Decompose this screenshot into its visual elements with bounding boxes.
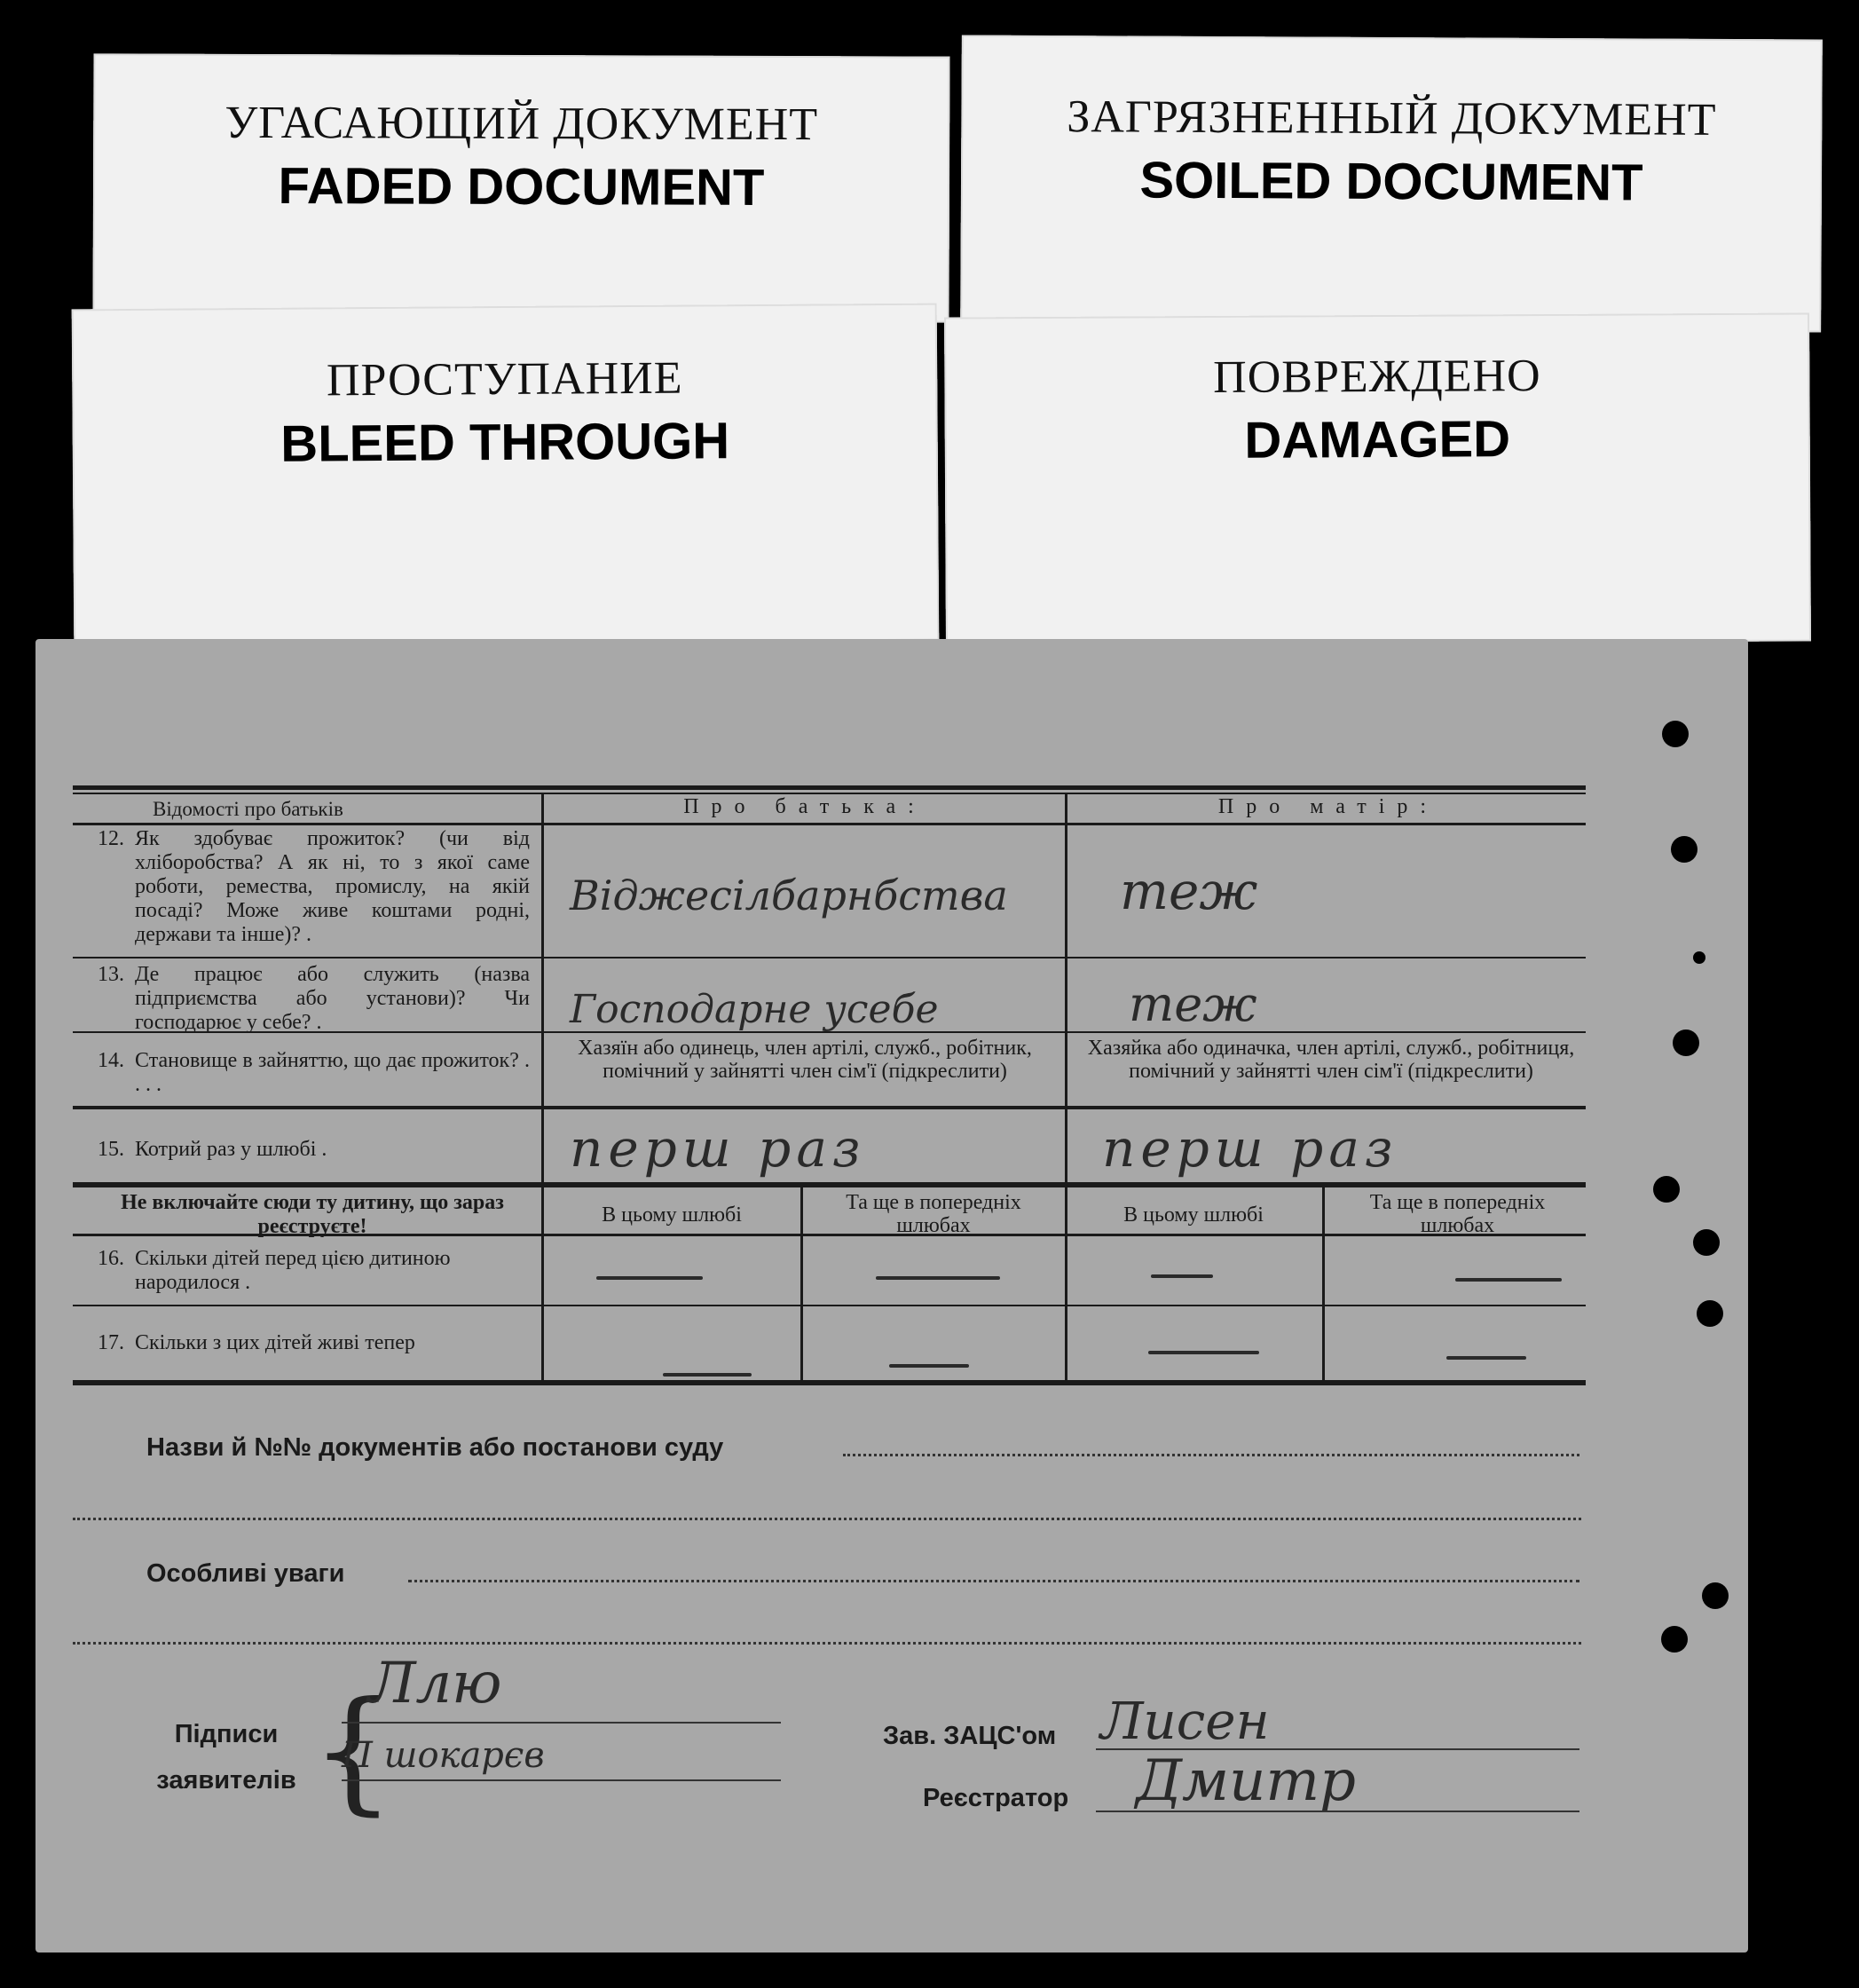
punch-hole (1693, 1229, 1720, 1256)
damaged-card (944, 312, 1811, 645)
mother-previous-marriages: Та ще в попередніх шлюбах (1369, 1191, 1546, 1237)
head-signature: Лисен (1100, 1691, 1270, 1751)
q12-mother-answer: теж (1120, 861, 1258, 921)
soiled-document-card (960, 35, 1823, 332)
punch-hole (1653, 1176, 1680, 1203)
q14-mother-options: Хазяйка або одиначка, член артілі, служб., робітниця, помічний у зайнятті член сім'ї (підкреслити) (1087, 1037, 1575, 1083)
punch-hole (1697, 1300, 1723, 1327)
punch-hole (1764, 1720, 1776, 1732)
punch-hole (1764, 1074, 1776, 1086)
q13-text: Де працює або служить (назва підприємства або установи)? Чи господарює у себе? . (135, 963, 530, 1034)
q17-father-prev-dash (889, 1364, 969, 1368)
q13-mother-answer: теж (1129, 976, 1257, 1032)
q12-number: 12. (98, 827, 124, 850)
remarks-line (408, 1580, 1579, 1582)
q16-text: Скільки дітей перед цією дитиною народилося . (135, 1247, 451, 1294)
signatures-label: Підписи заявителів (156, 1720, 296, 1795)
q12-father-answer: Віджесілбарнбства (570, 872, 1008, 919)
registrar-signature-line (1096, 1810, 1579, 1812)
card-label-en: BLEED THROUGH (280, 412, 730, 473)
documents-label: Назви й №№ документів або постанови суду (146, 1433, 724, 1462)
registrar-signature: Дмитр (1136, 1748, 1356, 1814)
registrar-label: Реєстратор (923, 1784, 1069, 1812)
q17-number: 17. (98, 1331, 124, 1354)
punch-hole (1693, 951, 1705, 964)
card-label-ru: ЗАГРЯЗНЕННЫЙ ДОКУМЕНТ (1067, 91, 1717, 146)
signature-line-1 (342, 1722, 781, 1724)
card-label-en: SOILED DOCUMENT (1139, 151, 1643, 212)
punch-hole (1671, 836, 1698, 863)
punch-hole (1662, 721, 1689, 747)
q17-mother-this-dash (1148, 1351, 1259, 1354)
q17-mother-prev-dash (1446, 1356, 1526, 1360)
signature-line-2 (342, 1779, 781, 1781)
header-parents-info: Відомості про батьків (153, 798, 343, 820)
punch-hole (1702, 1582, 1729, 1609)
documents-line (843, 1454, 1579, 1456)
card-label-ru: ПРОСТУПАНИЕ (326, 352, 683, 406)
exclusion-note: Не включайте сюди ту дитину, що зараз реєструєте! (121, 1191, 504, 1238)
punch-hole (1673, 1030, 1699, 1056)
card-label-ru: ПОВРЕЖДЕНО (1213, 351, 1541, 403)
punch-hole (1661, 1626, 1688, 1653)
q14-text: Становище в зайняттю, що дає прожиток? . . . . (135, 1049, 530, 1096)
q14-father-options: Хазяїн або одинець, член артілі, служб., робітник, помічний у зайнятті член сім'ї (підкреслити) (578, 1037, 1032, 1083)
q16-mother-prev-dash (1455, 1278, 1562, 1282)
q15-text: Котрий раз у шлюбі . (135, 1138, 327, 1161)
bleed-through-card (72, 304, 940, 647)
remarks-label: Особливі уваги (146, 1559, 345, 1588)
q12-text: Як здобуває прожиток? (чи від хліборобства? А як ні, то з якої саме роботи, ремества, промислу, на якій посаді? Може живе коштами родні, держави та інше)? . (135, 827, 530, 946)
q16-father-prev-dash (876, 1276, 1000, 1280)
applicant-signature-1: Ллю (368, 1651, 502, 1716)
card-label-en: FADED DOCUMENT (278, 157, 765, 217)
header-father: Про батька: (683, 795, 926, 818)
header-mother: Про матір: (1217, 795, 1439, 818)
q15-mother-answer: перш раз (1102, 1118, 1398, 1179)
documents-line-2 (73, 1518, 1581, 1520)
mother-this-marriage: В цьому шлюбі (1123, 1203, 1264, 1227)
q16-father-this-dash (596, 1276, 703, 1280)
q16-number: 16. (98, 1247, 124, 1270)
q15-number: 15. (98, 1138, 124, 1161)
q17-text: Скільки з цих дітей живі тепер (135, 1331, 415, 1354)
parents-info-table (73, 790, 1586, 1354)
q14-number: 14. (98, 1049, 124, 1072)
remarks-line-2 (73, 1642, 1581, 1645)
applicant-signature-2: П шокарєв (342, 1735, 545, 1776)
card-label-en: DAMAGED (1244, 410, 1511, 469)
q13-number: 13. (98, 963, 124, 986)
q15-father-answer: перш раз (570, 1118, 866, 1179)
head-label: Зав. ЗАЦС'ом (883, 1722, 1057, 1750)
signatures-brace: { (311, 1674, 396, 1828)
q16-mother-this-dash (1151, 1274, 1213, 1278)
father-previous-marriages: Та ще в попередніх шлюбах (846, 1191, 1021, 1237)
q13-father-answer: Господарне усебе (570, 987, 939, 1032)
faded-document-card (92, 53, 949, 322)
registration-form (35, 639, 1748, 1952)
card-label-ru: УГАСАЮЩИЙ ДОКУМЕНТ (224, 97, 819, 151)
q17-father-this-dash (663, 1373, 752, 1377)
father-this-marriage: В цьому шлюбі (602, 1203, 742, 1227)
